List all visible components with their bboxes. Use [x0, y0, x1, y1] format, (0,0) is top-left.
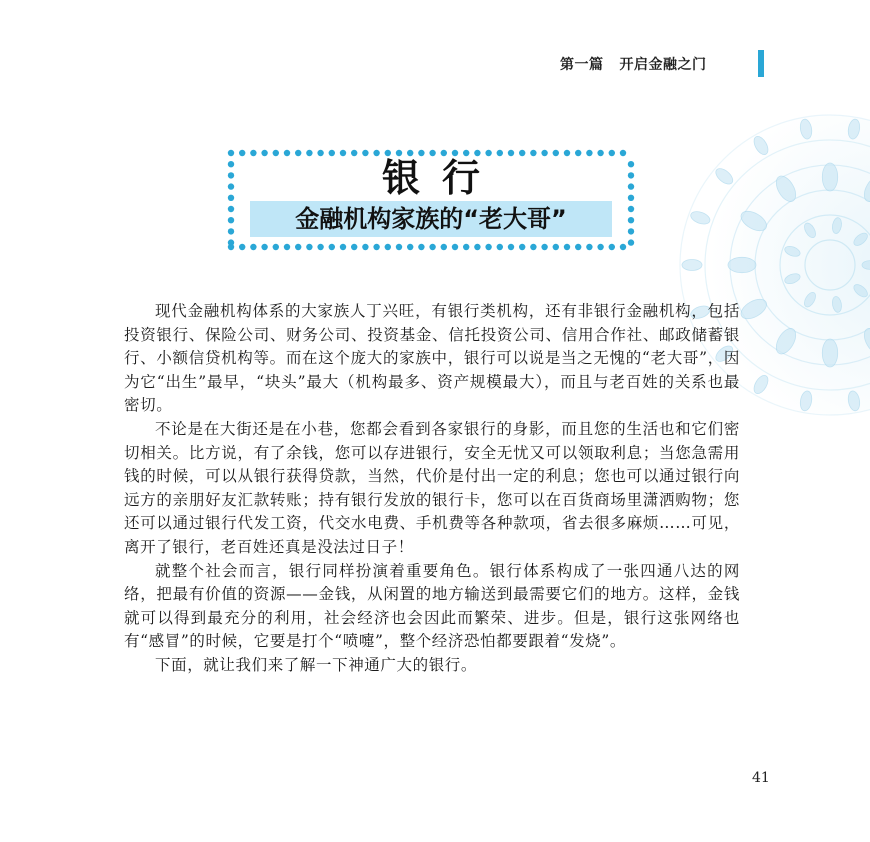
border-dot [228, 228, 234, 234]
border-dot [441, 244, 447, 250]
paragraph-2: 不论是在大街还是在小巷，您都会看到各家银行的身影，而且您的生活也和它们密切相关。比方说，有了余钱，您可以存进银行，安全无忧又可以领取利息；当您急需用钱的时候，可以从银行获得贷款，当然，代价是付出一定的利息；您也可以通过银行向远方的亲朋好友汇款转账；持有银行发放的银行卡，您可以在百货商场里潇洒购物；您还可以通过银行代发工资，代交水电费、手机费等各种款项，省去很多麻烦……可见，离开了银行，老百姓还真是没法过日子！ [124, 419, 740, 556]
border-dot [564, 244, 570, 250]
paragraph-3: 就整个社会而言，银行同样扮演着重要角色。银行体系构成了一张四通八达的网络，把最有价值的资源——金钱，从闲置的地方输送到最需要它们的地方。这样，金钱就可以得到最充分的利用，社会经济也会因此而繁荣、进步。但是，银行这张网络也有“感冒”的时候，它要是打个“喷嚏”，整个经济恐怕都要跟着“发烧”。 [124, 561, 740, 651]
header-part-label: 第一篇 [560, 57, 604, 73]
chapter-title: 银行 [381, 156, 502, 200]
border-dot [530, 244, 536, 250]
header-section-label: 开启金融之门 [619, 57, 707, 73]
border-dot [628, 217, 634, 223]
border-dot [463, 244, 469, 250]
border-dot [628, 206, 634, 212]
border-dot [340, 244, 346, 250]
border-dot [597, 244, 603, 250]
border-dot [519, 244, 525, 250]
page-number: 41 [752, 770, 770, 786]
border-dot [485, 244, 491, 250]
border-dot [385, 244, 391, 250]
border-dot [452, 244, 458, 250]
body-text [124, 300, 740, 678]
border-dot [396, 244, 402, 250]
border-dot [239, 244, 245, 250]
header-accent-bar [758, 50, 764, 77]
border-dot [474, 244, 480, 250]
border-dot [273, 244, 279, 250]
border-dot [373, 244, 379, 250]
border-dot [228, 239, 234, 245]
border-dot [497, 244, 503, 250]
border-dot [508, 244, 514, 250]
border-dot [407, 244, 413, 250]
border-dot [329, 244, 335, 250]
border-dot [351, 244, 357, 250]
border-dot [306, 244, 312, 250]
border-dot [620, 244, 626, 250]
border-dot [609, 244, 615, 250]
border-dot [284, 244, 290, 250]
border-dot [575, 244, 581, 250]
border-dot [429, 244, 435, 250]
paragraph-4: 下面，就让我们来了解一下神通广大的银行。 [155, 655, 478, 674]
border-dot [362, 244, 368, 250]
border-dot [586, 244, 592, 250]
border-dot [541, 244, 547, 250]
paragraph-1: 现代金融机构体系的大家族人丁兴旺，有银行类机构，还有非银行金融机构，包括投资银行、保险公司、财务公司、投资基金、信托投资公司、信用合作社、邮政储蓄银行、小额信贷机构等。而在这个庞大的家族中，银行可以说是当之无愧的“老大哥”，因为它“出生”最早，“块头”最大（机构最多、资产规模最大），而且与老百姓的关系也最密切。 [124, 302, 740, 415]
chapter-subtitle: 金融机构家族的“老大哥” [250, 201, 612, 237]
border-dot [295, 244, 301, 250]
border-dot [228, 217, 234, 223]
border-dot [553, 244, 559, 250]
border-dot [628, 239, 634, 245]
border-dot [418, 244, 424, 250]
running-header [560, 51, 707, 77]
chapter-title-frame [226, 148, 636, 252]
border-dot [317, 244, 323, 250]
border-dot [250, 244, 256, 250]
border-dot [628, 228, 634, 234]
border-dot [261, 244, 267, 250]
border-dot [228, 206, 234, 212]
